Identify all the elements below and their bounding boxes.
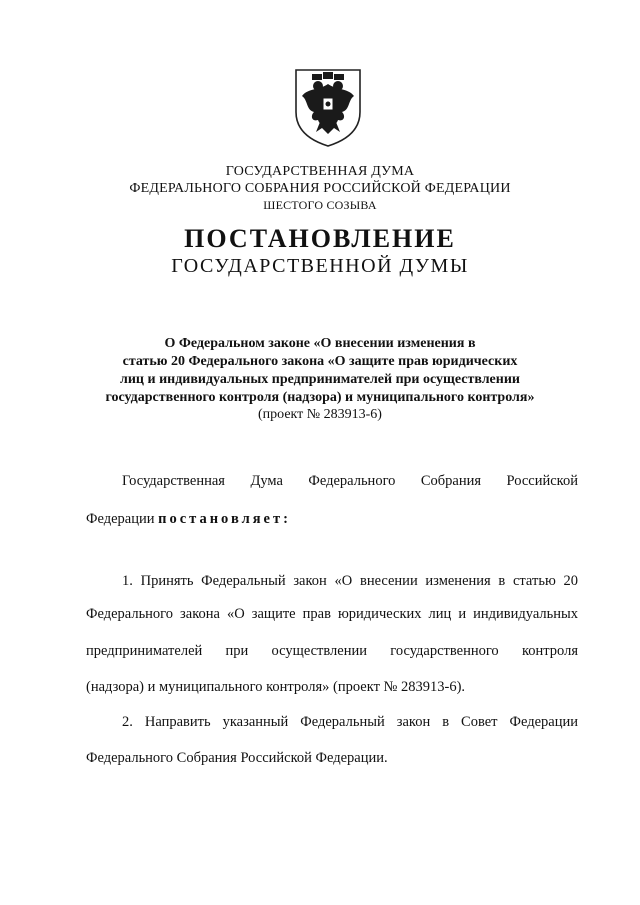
subject-line: статью 20 Федерального закона «О защите прав юридических bbox=[122, 354, 518, 369]
item2-line: 2. Направить указанный Федеральный закон в Совет Федерации bbox=[122, 714, 578, 730]
org-name-line2: ФЕДЕРАЛЬНОГО СОБРАНИЯ РОССИЙСКОЙ ФЕДЕРАЦИИ bbox=[129, 181, 511, 196]
coat-of-arms-icon bbox=[290, 60, 366, 148]
preamble-line: Государственная Дума Федерального Собрания Российской bbox=[122, 473, 578, 489]
document-type-heading: ПОСТАНОВЛЕНИЕ bbox=[184, 224, 456, 253]
item2-line: Федерального Собрания Российской Федерации. bbox=[86, 750, 388, 766]
document-issuer-heading: ГОСУДАРСТВЕННОЙ ДУМЫ bbox=[171, 255, 469, 277]
convocation-label: ШЕСТОГО СОЗЫВА bbox=[263, 198, 377, 212]
preamble-line bbox=[86, 510, 578, 528]
item1-line: (надзора) и муниципального контроля» (проект № 283913-6). bbox=[86, 679, 466, 695]
org-name-line1: ГОСУДАРСТВЕННАЯ ДУМА bbox=[225, 164, 415, 179]
subject-line: лиц и индивидуальных предпринимателей при осуществлении bbox=[120, 372, 520, 387]
item1-line: предпринимателей при осуществлении государственного контроля bbox=[86, 643, 578, 659]
preamble-text: Федерации bbox=[86, 511, 155, 527]
decides-keyword: постановляет: bbox=[158, 511, 291, 527]
subject-line: государственного контроля (надзора) и муниципального контроля» bbox=[105, 390, 535, 405]
project-number: (проект № 283913-6) bbox=[258, 407, 382, 422]
item1-line: Федерального закона «О защите прав юридических лиц и индивидуальных bbox=[86, 606, 578, 622]
item1-line: 1. Принять Федеральный закон «О внесении изменения в статью 20 bbox=[122, 573, 578, 589]
subject-line: О Федеральном законе «О внесении изменения в bbox=[164, 336, 476, 351]
